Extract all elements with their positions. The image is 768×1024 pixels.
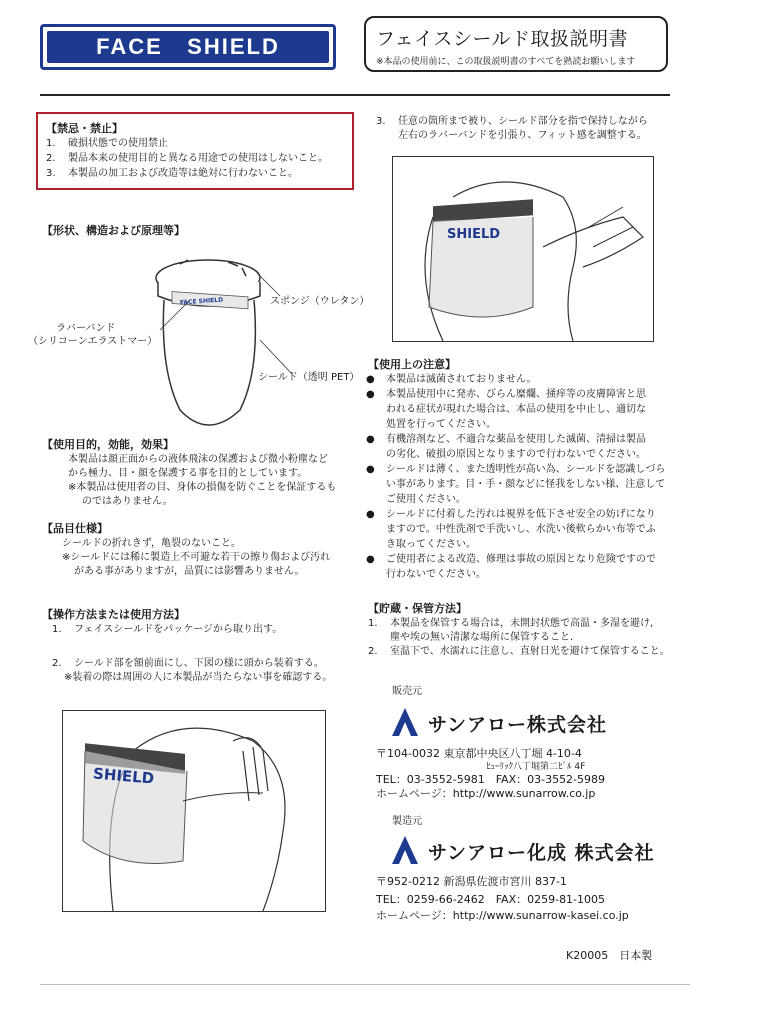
caution-item: ● 本製品は滅菌されておりません。 xyxy=(366,374,537,385)
storage-heading: 【貯蔵・保管方法】 xyxy=(368,602,467,615)
spec-line: シールドの折れきず，亀裂のないこと。 xyxy=(62,538,241,549)
storage-item-cont: 塵や埃の無い清潔な場所に保管すること. xyxy=(390,632,574,643)
label-rubber-band: ラバーバンド xyxy=(56,323,116,334)
operation-step-2: 2. シールド部を額前面にし、下図の様に頭から装着する。 xyxy=(52,658,324,669)
maker-address: 〒952-0212 新潟県佐渡市宮川 837-1 xyxy=(376,875,567,888)
seller-tel-fax: TEL：03-3552-5981 FAX：03-3552-5989 xyxy=(376,773,606,786)
prohibitions-box xyxy=(36,112,354,190)
purpose-line: 本製品は顔正面からの液体飛沫の保護および微小粉塵など xyxy=(68,454,328,465)
caution-item: ● 有機溶剤など、不適合な薬品を使用した滅菌、清掃は製品 xyxy=(366,434,646,445)
caution-item-cont: 処置を行ってください。 xyxy=(386,419,496,430)
operation-step-1: 1. フェイスシールドをパッケージから取り出す。 xyxy=(52,624,283,635)
caution-item: ● シールドに付着した汚れは視界を低下させ安全の妨げになり xyxy=(366,509,656,520)
spec-note: がある事がありますが，品質には影響ありません。 xyxy=(74,566,305,577)
page-subtitle: ※本品の使用前に、この取扱説明書のすべてを熟読お願いします xyxy=(376,57,636,67)
band-print: FACE SHIELD xyxy=(179,296,224,307)
title-box xyxy=(364,16,668,72)
operation-step-3-cont: 左右のラバーバンドを引張り、フィット感を調整する。 xyxy=(398,130,647,141)
maker-company-name: サンアロー化成 株式会社 xyxy=(428,842,655,864)
label-rubber-band-material: （シリコーンエラストマー） xyxy=(28,336,158,347)
figure-shield-print: SHIELD xyxy=(447,227,501,242)
maker-label: 製造元 xyxy=(392,816,422,827)
header-divider xyxy=(40,94,670,96)
prohibition-item: 1. 破損状態での使用禁止 xyxy=(46,138,168,149)
putting-on-illustration xyxy=(63,711,325,911)
storage-item: 1. 本製品を保管する場合は，未開封状態で高温・多湿を避け, xyxy=(368,618,654,629)
figure-putting-on xyxy=(62,710,326,912)
caution-item-cont: われる症状が現れた場合は、本品の使用を中止し、適切な xyxy=(386,404,646,415)
purpose-note: のではありません。 xyxy=(82,496,173,507)
label-shield: シールド（透明 PET） xyxy=(258,372,360,383)
caution-item: ● シールドは薄く、また透明性が高い為、シールドを認識しづら xyxy=(366,464,666,475)
sunarrow-logo-icon xyxy=(390,706,420,738)
cautions-heading: 【使用上の注意】 xyxy=(368,358,456,371)
caution-item-cont: い事があります。目・手・顔などに怪我をしない様、注意して xyxy=(386,479,666,490)
structure-heading: 【形状、構造および原理等】 xyxy=(42,224,185,237)
purpose-note: ※本製品は使用者の目、身体の損傷を防ぐことを保証するも xyxy=(68,482,337,493)
operation-step-2-note: ※装着の際は周囲の人に本製品が当たらない事を確認する。 xyxy=(64,672,333,683)
cautions-list xyxy=(366,372,665,582)
maker-website: ホームページ：http://www.sunarrow-kasei.co.jp xyxy=(376,909,629,922)
prohibition-item: 2. 製品本来の使用目的と異なる用途での使用はしないこと。 xyxy=(46,153,328,164)
maker-tel-fax: TEL：0259-66-2462 FAX：0259-81-1005 xyxy=(376,893,606,906)
caution-item: ● 本製品使用中に発赤、びらん糜爛、掻痒等の皮膚障害と思 xyxy=(366,389,646,400)
caution-item-cont: 行わないでください。 xyxy=(386,569,486,580)
operation-heading: 【操作方法または使用方法】 xyxy=(42,608,185,621)
face-shield-logo xyxy=(40,24,336,70)
seller-website: ホームページ：http://www.sunarrow.co.jp xyxy=(376,787,596,800)
spec-heading: 【品目仕様】 xyxy=(42,522,108,535)
figure-adjusting xyxy=(392,156,654,342)
prohibition-item: 3. 本製品の加工および改造等は絶対に行わないこと。 xyxy=(46,168,298,179)
product-code: K20005 日本製 xyxy=(566,949,653,962)
storage-item: 2. 室温下で、水濡れに注意し、直射日光を避けて保管すること。 xyxy=(368,646,670,657)
purpose-heading: 【使用目的，効能，効果】 xyxy=(42,438,174,451)
seller-company-name: サンアロー株式会社 xyxy=(428,714,608,736)
caution-item-cont: ますので。中性洗剤で手洗いし、水洗い後軟らかい布等でふ xyxy=(386,524,656,535)
seller-address: 〒104-0032 東京都中央区八丁堀 4-10-4 xyxy=(376,747,582,760)
prohibitions-heading: 【禁忌・禁止】 xyxy=(46,122,123,135)
caution-item: ● ご使用者による改造、修理は事故の原因となり危険ですので xyxy=(366,554,656,565)
label-sponge: スポンジ（ウレタン） xyxy=(270,296,370,307)
seller-label: 販売元 xyxy=(392,686,422,697)
caution-item-cont: ご使用ください。 xyxy=(386,494,466,505)
purpose-line: から極力、目・顔を保護する事を目的としています。 xyxy=(68,468,308,479)
page-title: フェイスシールド取扱説明書 xyxy=(376,28,628,50)
figure-shield-print: SHIELD xyxy=(92,764,155,788)
caution-item-cont: き取ってください。 xyxy=(386,539,476,550)
adjusting-illustration xyxy=(393,157,653,341)
sunarrow-kasei-logo-icon xyxy=(390,834,420,866)
caution-item-cont: の劣化、破損の原因となりますので行わないでください。 xyxy=(386,449,646,460)
spec-note: ※シールドには稀に製造上不可避な若干の擦り傷および汚れ xyxy=(62,552,331,563)
seller-building: ﾋｭｰﾘｯｸ八丁堀第二ﾋﾞﾙ 4F xyxy=(486,762,586,772)
footer-divider xyxy=(40,984,690,985)
operation-step-3: 3. 任意の箇所まで被り、シールド部分を指で保持しながら xyxy=(376,116,648,127)
logo-text: FACE SHIELD xyxy=(47,31,329,63)
